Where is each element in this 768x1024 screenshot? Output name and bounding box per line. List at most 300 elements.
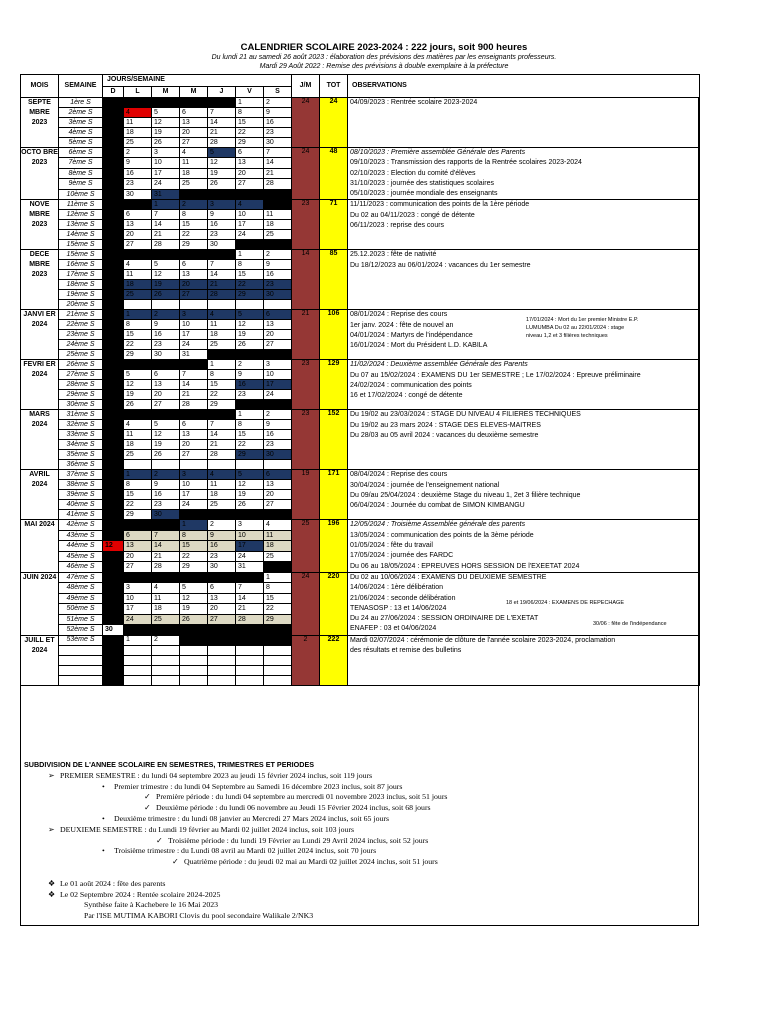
day-cell: 2 — [264, 410, 292, 420]
days-per-month: 23 — [292, 360, 320, 410]
observations-cell — [348, 200, 700, 250]
day-cell: 17 — [264, 380, 292, 390]
week-row — [21, 520, 700, 530]
day-cell: 5 — [152, 420, 180, 430]
day-cell: 14 — [103, 330, 124, 340]
calendar-title: CALENDRIER SCOLAIRE 2023-2024 : 222 jours, soit 900 heures — [240, 42, 528, 53]
day-cell: 3 — [152, 148, 180, 158]
day-cell: 4 — [236, 200, 264, 210]
day-cell: 29 — [208, 400, 236, 410]
day-cell — [264, 655, 292, 665]
day-cell: 25 — [208, 500, 236, 510]
day-cell — [236, 572, 264, 582]
day-cell — [103, 250, 124, 260]
day-cell: 11 — [103, 380, 124, 390]
day-cell: 3 — [236, 520, 264, 530]
day-cell: 13 — [208, 593, 236, 603]
subdivision-line — [24, 825, 696, 836]
day-cell — [236, 400, 264, 410]
subdivision-text: Par l'ISE MUTIMA KABORI Clovis du pool secondaire Walikale 2/NK3 — [84, 911, 314, 921]
week-label — [59, 675, 103, 685]
day-cell: 14 — [208, 430, 236, 440]
bullet-icon: • — [102, 846, 105, 856]
observation-line: 11/11/2023 : communication des points de la 1ère période — [350, 201, 530, 209]
week-label: 20ème S — [59, 300, 103, 310]
day-cell: 26 — [180, 614, 208, 624]
day-cell: 10 — [103, 270, 124, 280]
day-cell: 15 — [180, 541, 208, 551]
week-label: 37ème S — [59, 470, 103, 480]
day-cell: 4 — [208, 470, 236, 480]
observation-line: 04/01/2024 : Martyrs de l'indépendance — [350, 332, 473, 340]
day-cell: 7 — [103, 480, 124, 490]
day-cell: 30 — [124, 189, 152, 200]
subdivision-line — [24, 900, 696, 911]
day-cell: 21 — [103, 500, 124, 510]
day-cell — [180, 635, 208, 645]
day-cell — [124, 655, 152, 665]
day-cell: 17 — [236, 220, 264, 230]
day-cell: 7 — [180, 370, 208, 380]
observations-cell — [348, 148, 700, 200]
day-cell — [152, 645, 180, 655]
subdivision-line — [24, 879, 696, 890]
week-label: 25ème S — [59, 350, 103, 360]
day-cell: 5 — [236, 470, 264, 480]
day-cell: 2 — [152, 310, 180, 320]
week-row — [21, 635, 700, 645]
day-cell: 3 — [208, 200, 236, 210]
bullet-icon: • — [102, 813, 105, 823]
week-label: 41ème S — [59, 510, 103, 520]
day-cell: 1 — [152, 200, 180, 210]
day-cell: 6 — [180, 420, 208, 430]
day-cell: 13 — [152, 380, 180, 390]
day-cell — [124, 645, 152, 655]
day-cell: 26 — [152, 290, 180, 300]
day-cell: 17 — [103, 128, 124, 138]
day-cell: 30 — [208, 240, 236, 250]
day-cell: 1 — [180, 520, 208, 530]
running-total: 196 — [320, 520, 348, 572]
day-cell: 30 — [264, 450, 292, 460]
day-cell: 19 — [236, 330, 264, 340]
week-label: 31ème S — [59, 410, 103, 420]
week-label: 36ème S — [59, 460, 103, 470]
day-cell: 15 — [180, 220, 208, 230]
day-cell: 6 — [124, 530, 152, 540]
observation-line: 06/04/2024 : Journée du combat de SIMON KIMBANGU — [350, 502, 525, 510]
day-cell — [103, 520, 124, 530]
days-per-month: 24 — [292, 572, 320, 635]
day-cell: 16 — [152, 330, 180, 340]
week-label: 49ème S — [59, 593, 103, 603]
week-label: 29ème S — [59, 390, 103, 400]
day-cell: 2 — [103, 583, 124, 593]
day-cell: 8 — [236, 420, 264, 430]
day-cell: 28 — [208, 450, 236, 460]
day-cell: 19 — [152, 440, 180, 450]
day-cell — [264, 189, 292, 200]
day-cell — [264, 665, 292, 675]
day-cell: 21 — [208, 440, 236, 450]
day-cell: 6 — [180, 260, 208, 270]
day-cell: 16 — [124, 168, 152, 178]
day-cell: 15 — [208, 380, 236, 390]
day-cell — [124, 200, 152, 210]
day-cell — [103, 675, 124, 685]
day-cell: 28 — [152, 240, 180, 250]
day-cell: 11 — [152, 593, 180, 603]
day-cell: 5 — [103, 530, 124, 540]
day-cell: 31 — [236, 562, 264, 573]
day-cell: 14 — [236, 593, 264, 603]
week-label: 5ème S — [59, 138, 103, 148]
observation-line: 04/09/2023 : Rentrée scolaire 2023-2024 — [350, 99, 478, 106]
day-cell — [103, 98, 124, 108]
observation-line: 16/01/2024 : Mort du Président L.D. KABILA — [350, 342, 488, 350]
day-cell: 8 — [208, 370, 236, 380]
subdivision-line — [24, 782, 696, 793]
day-cell: 14 — [264, 158, 292, 168]
day-cell: 14 — [152, 220, 180, 230]
day-cell: 10 — [180, 320, 208, 330]
day-cell: 24 — [180, 500, 208, 510]
day-cell: 8 — [236, 108, 264, 118]
day-cell: 13 — [124, 541, 152, 551]
day-cell: 12 — [208, 158, 236, 168]
day-cell: 28 — [208, 290, 236, 300]
day-cell — [236, 665, 264, 675]
day-cell: 15 — [236, 270, 264, 280]
day-cell: 13 — [236, 158, 264, 168]
day-cell — [236, 189, 264, 200]
day-cell: 27 — [264, 500, 292, 510]
day-cell: 5 — [103, 210, 124, 220]
day-cell — [180, 510, 208, 520]
week-label: 18ème S — [59, 280, 103, 290]
bullet-icon: ❖ — [48, 878, 55, 888]
month-name: JUIN 2024 — [21, 572, 59, 635]
observation-line: 02/10/2023 : Election du comité d'élèves — [350, 169, 476, 177]
observation-line: TENASOSP : 13 et 14/06/2024 — [350, 604, 447, 612]
day-cell: 31 — [103, 460, 124, 470]
days-per-month: 23 — [292, 410, 320, 470]
week-label: 38ème S — [59, 480, 103, 490]
bullet-icon: ✓ — [144, 803, 151, 813]
day-cell — [236, 635, 264, 645]
day-cell: 8 — [180, 210, 208, 220]
day-cell: 29 — [124, 350, 152, 360]
observation-line: 24/02/2024 : communication des points — [350, 382, 472, 390]
day-cell: 24 — [103, 290, 124, 300]
bullet-icon: ✓ — [172, 857, 179, 867]
week-label: 6ème S — [59, 148, 103, 158]
day-cell — [152, 300, 180, 310]
week-label: 17ème S — [59, 270, 103, 280]
day-cell — [236, 510, 264, 520]
days-per-month: 14 — [292, 250, 320, 310]
day-cell: 8 — [236, 260, 264, 270]
day-cell: 28 — [103, 510, 124, 520]
day-cell: 16 — [208, 541, 236, 551]
subdivision-text: Synthèse faite à Kachebere le 16 Mai 2023 — [84, 900, 219, 910]
observation-line: 13/05/2024 : communication des points de la 3ème période — [350, 531, 534, 539]
day-cell — [236, 300, 264, 310]
day-cell: 25 — [208, 340, 236, 350]
day-cell: 31 — [180, 350, 208, 360]
day-cell: 1 — [124, 310, 152, 320]
day-cell: 10 — [236, 210, 264, 220]
day-cell: 5 — [236, 310, 264, 320]
day-cell: 24 — [264, 390, 292, 400]
week-label: 27ème S — [59, 370, 103, 380]
day-cell: 14 — [103, 490, 124, 500]
day-cell — [180, 250, 208, 260]
bullet-icon: ✓ — [144, 792, 151, 802]
day-cell: 25 — [180, 179, 208, 189]
day-cell: 10 — [236, 530, 264, 540]
day-cell — [208, 625, 236, 636]
day-cell — [180, 665, 208, 675]
day-cell — [180, 625, 208, 636]
day-cell: 17 — [152, 168, 180, 178]
day-cell: 3 — [103, 260, 124, 270]
day-cell: 6 — [236, 148, 264, 158]
day-cell — [103, 410, 124, 420]
month-name: NOVE MBRE 2023 — [21, 200, 59, 250]
observation-line: Du 18/12/2023 au 06/01/2024 : vacances du 1er semestre — [350, 261, 531, 269]
week-label — [59, 655, 103, 665]
day-cell: 23 — [208, 551, 236, 561]
day-cell — [264, 200, 292, 210]
subdivision-text: Deuxième trimestre : du lundi 08 janvier au Mercredi 27 Mars 2024 inclus, soit 65 jours — [114, 813, 390, 823]
day-cell: 29 — [180, 562, 208, 573]
week-label: 23ème S — [59, 330, 103, 340]
subdivision-text: Le 02 Septembre 2024 : Rentée scolaire 2024-2025 — [60, 889, 221, 899]
running-total: 171 — [320, 470, 348, 520]
day-cell — [264, 562, 292, 573]
day-cell: 3 — [180, 310, 208, 320]
week-label: 42ème S — [59, 520, 103, 530]
day-cell: 26 — [236, 340, 264, 350]
day-cell — [208, 300, 236, 310]
day-cell — [152, 675, 180, 685]
day-cell: 26 — [236, 500, 264, 510]
day-cell — [180, 572, 208, 582]
day-cell — [236, 625, 264, 636]
day-cell: 21 — [264, 168, 292, 178]
day-cell: 6 — [124, 210, 152, 220]
week-label: 16ème S — [59, 260, 103, 270]
subdivision-line — [24, 814, 696, 825]
day-cell — [264, 625, 292, 636]
day-cell: 9 — [264, 108, 292, 118]
observations-cell — [348, 250, 700, 310]
side-note: LUMUMBA Du 02 au 22/01/2024 : stage — [526, 325, 625, 332]
month-name: DECE MBRE 2023 — [21, 250, 59, 310]
day-cell: 25 — [264, 230, 292, 240]
day-cell: 4 — [124, 260, 152, 270]
day-cell — [236, 240, 264, 250]
col-semaine: SEMAINE — [59, 75, 103, 98]
day-cell: 18 — [264, 541, 292, 551]
days-per-month: 23 — [292, 200, 320, 250]
day-cell: 20 — [180, 280, 208, 290]
week-label: 46ème S — [59, 562, 103, 573]
subdivision-text: Troisième trimestre : du Lundi 08 avril au Mardi 02 juillet 2024 inclus, soit 70 jours — [114, 846, 377, 856]
day-cell: 27 — [124, 240, 152, 250]
day-cell: 23 — [124, 179, 152, 189]
day-cell — [208, 645, 236, 655]
day-cell — [264, 675, 292, 685]
observation-line: 31/10/2023 : journée des statistiques scolaires — [350, 179, 494, 187]
subdivision-text: PREMIER SEMESTRE : du lundi 04 septembre 2023 au jeudi 15 février 2024 inclus, soit 119 jours — [60, 770, 373, 780]
week-label: 2ème S — [59, 108, 103, 118]
week-row — [21, 250, 700, 260]
col-tot: TOT — [320, 75, 348, 98]
week-label: 33ème S — [59, 430, 103, 440]
day-header: S — [264, 86, 292, 98]
observation-line: Du 24 au 27/06/2024 : SESSION ORDINAIRE DE L'EXETAT — [350, 615, 539, 623]
week-label: 24ème S — [59, 340, 103, 350]
day-cell: 1 — [124, 635, 152, 645]
day-cell: 22 — [236, 128, 264, 138]
day-cell: 28 — [208, 138, 236, 148]
observation-line: Du 19/02 au 23 mars 2024 : STAGE DES ELEVES-MAITRES — [350, 421, 541, 429]
observation-line: 30/04/2024 : journée de l'enseignement national — [350, 481, 500, 489]
week-label: 1ère S — [59, 98, 103, 108]
week-label: 15ème S — [59, 250, 103, 260]
day-cell: 25 — [124, 290, 152, 300]
day-cell — [180, 410, 208, 420]
observations-cell — [348, 98, 700, 148]
week-label: 7ème S — [59, 158, 103, 168]
day-cell: 2 — [264, 98, 292, 108]
day-cell: 15 — [124, 490, 152, 500]
day-cell: 6 — [264, 470, 292, 480]
day-cell: 19 — [103, 551, 124, 561]
day-cell: 30 — [264, 290, 292, 300]
week-label: 9ème S — [59, 179, 103, 189]
day-cell — [124, 410, 152, 420]
week-label: 13ème S — [59, 220, 103, 230]
week-label: 14ème S — [59, 230, 103, 240]
day-cell: 22 — [264, 604, 292, 614]
day-cell: 6 — [208, 583, 236, 593]
week-label: 40ème S — [59, 500, 103, 510]
day-cell: 13 — [264, 480, 292, 490]
day-cell: 8 — [180, 530, 208, 540]
day-cell: 26 — [103, 562, 124, 573]
day-cell: 4 — [152, 583, 180, 593]
day-cell: 6 — [152, 370, 180, 380]
observation-line: Du 02 au 10/06/2024 : EXAMENS DU DEUXIEME SEMESTRE — [350, 573, 547, 581]
subdivision-text: Quatrième période : du jeudi 02 mai au Mardi 02 juillet 2024 inclus, soit 51 jours — [184, 857, 438, 867]
day-cell: 23 — [236, 390, 264, 400]
day-cell: 17 — [236, 541, 264, 551]
day-cell — [180, 360, 208, 370]
day-cell: 11 — [124, 430, 152, 440]
week-label: 28ème S — [59, 380, 103, 390]
day-cell: 11 — [208, 320, 236, 330]
day-cell — [124, 520, 152, 530]
observation-line: 12/05/2024 : Troisième Assemblée générale des parents — [350, 521, 526, 529]
day-cell: 21 — [208, 128, 236, 138]
week-label: 34ème S — [59, 440, 103, 450]
day-cell: 16 — [103, 604, 124, 614]
day-cell: 7 — [208, 260, 236, 270]
day-cell: 8 — [124, 320, 152, 330]
running-total: 152 — [320, 410, 348, 470]
day-cell: 24 — [124, 614, 152, 624]
day-cell — [208, 460, 236, 470]
day-cell: 14 — [208, 270, 236, 280]
day-cell: 30 — [264, 138, 292, 148]
subdivision-text: Troisième période : du lundi 19 Février au Lundi 29 Avril 2024 inclus, soit 52 jours — [168, 835, 429, 845]
day-cell — [103, 645, 124, 655]
day-cell: 18 — [264, 220, 292, 230]
day-cell — [208, 675, 236, 685]
day-cell: 14 — [180, 380, 208, 390]
side-note: 17/01/2024 : Mort du 1er premier Ministre E.P. — [526, 317, 639, 324]
observation-line: Du 28/03 au 05 avril 2024 : vacances du deuxième semestre — [350, 432, 539, 440]
bullet-icon: ❖ — [48, 889, 55, 899]
subdivision-line — [24, 803, 696, 814]
day-cell: 8 — [103, 158, 124, 168]
day-cell: 24 — [152, 179, 180, 189]
day-header: L — [124, 86, 152, 98]
bullet-icon: ✓ — [156, 835, 163, 845]
observations-cell — [348, 410, 700, 470]
day-cell: 2 — [124, 148, 152, 158]
day-cell: 9 — [152, 480, 180, 490]
day-cell: 22 — [236, 280, 264, 290]
day-cell: 15 — [236, 118, 264, 128]
day-cell: 6 — [264, 310, 292, 320]
day-cell: 16 — [264, 118, 292, 128]
day-cell: 12 — [152, 270, 180, 280]
col-jm: J/M — [292, 75, 320, 98]
subdivision-line — [24, 911, 696, 922]
day-cell — [236, 460, 264, 470]
day-header: V — [236, 86, 264, 98]
day-cell — [152, 410, 180, 420]
day-cell: 16 — [208, 220, 236, 230]
week-label: 51ème S — [59, 614, 103, 624]
day-cell: 2 — [103, 614, 124, 624]
subdivision-text: Deuxième période : du lundi 06 novembre au Jeudi 15 Février 2024 inclus, soit 68 jours — [156, 803, 431, 813]
day-cell: 17 — [180, 330, 208, 340]
day-cell: 9 — [124, 158, 152, 168]
day-cell: 12 — [103, 541, 124, 551]
day-cell: 23 — [152, 500, 180, 510]
day-cell: 15 — [236, 430, 264, 440]
day-cell: 27 — [152, 400, 180, 410]
day-cell: 20 — [264, 490, 292, 500]
day-cell: 19 — [152, 128, 180, 138]
week-row — [21, 470, 700, 480]
day-cell: 29 — [180, 240, 208, 250]
day-cell: 17 — [103, 280, 124, 290]
day-cell: 25 — [152, 614, 180, 624]
day-cell: 19 — [180, 604, 208, 614]
day-cell: 1 — [236, 410, 264, 420]
day-cell: 1 — [264, 572, 292, 582]
month-name: MARS 2024 — [21, 410, 59, 470]
observation-line: 1er janv. 2024 : fête de nouvel an — [350, 321, 454, 329]
day-cell: 20 — [124, 230, 152, 240]
